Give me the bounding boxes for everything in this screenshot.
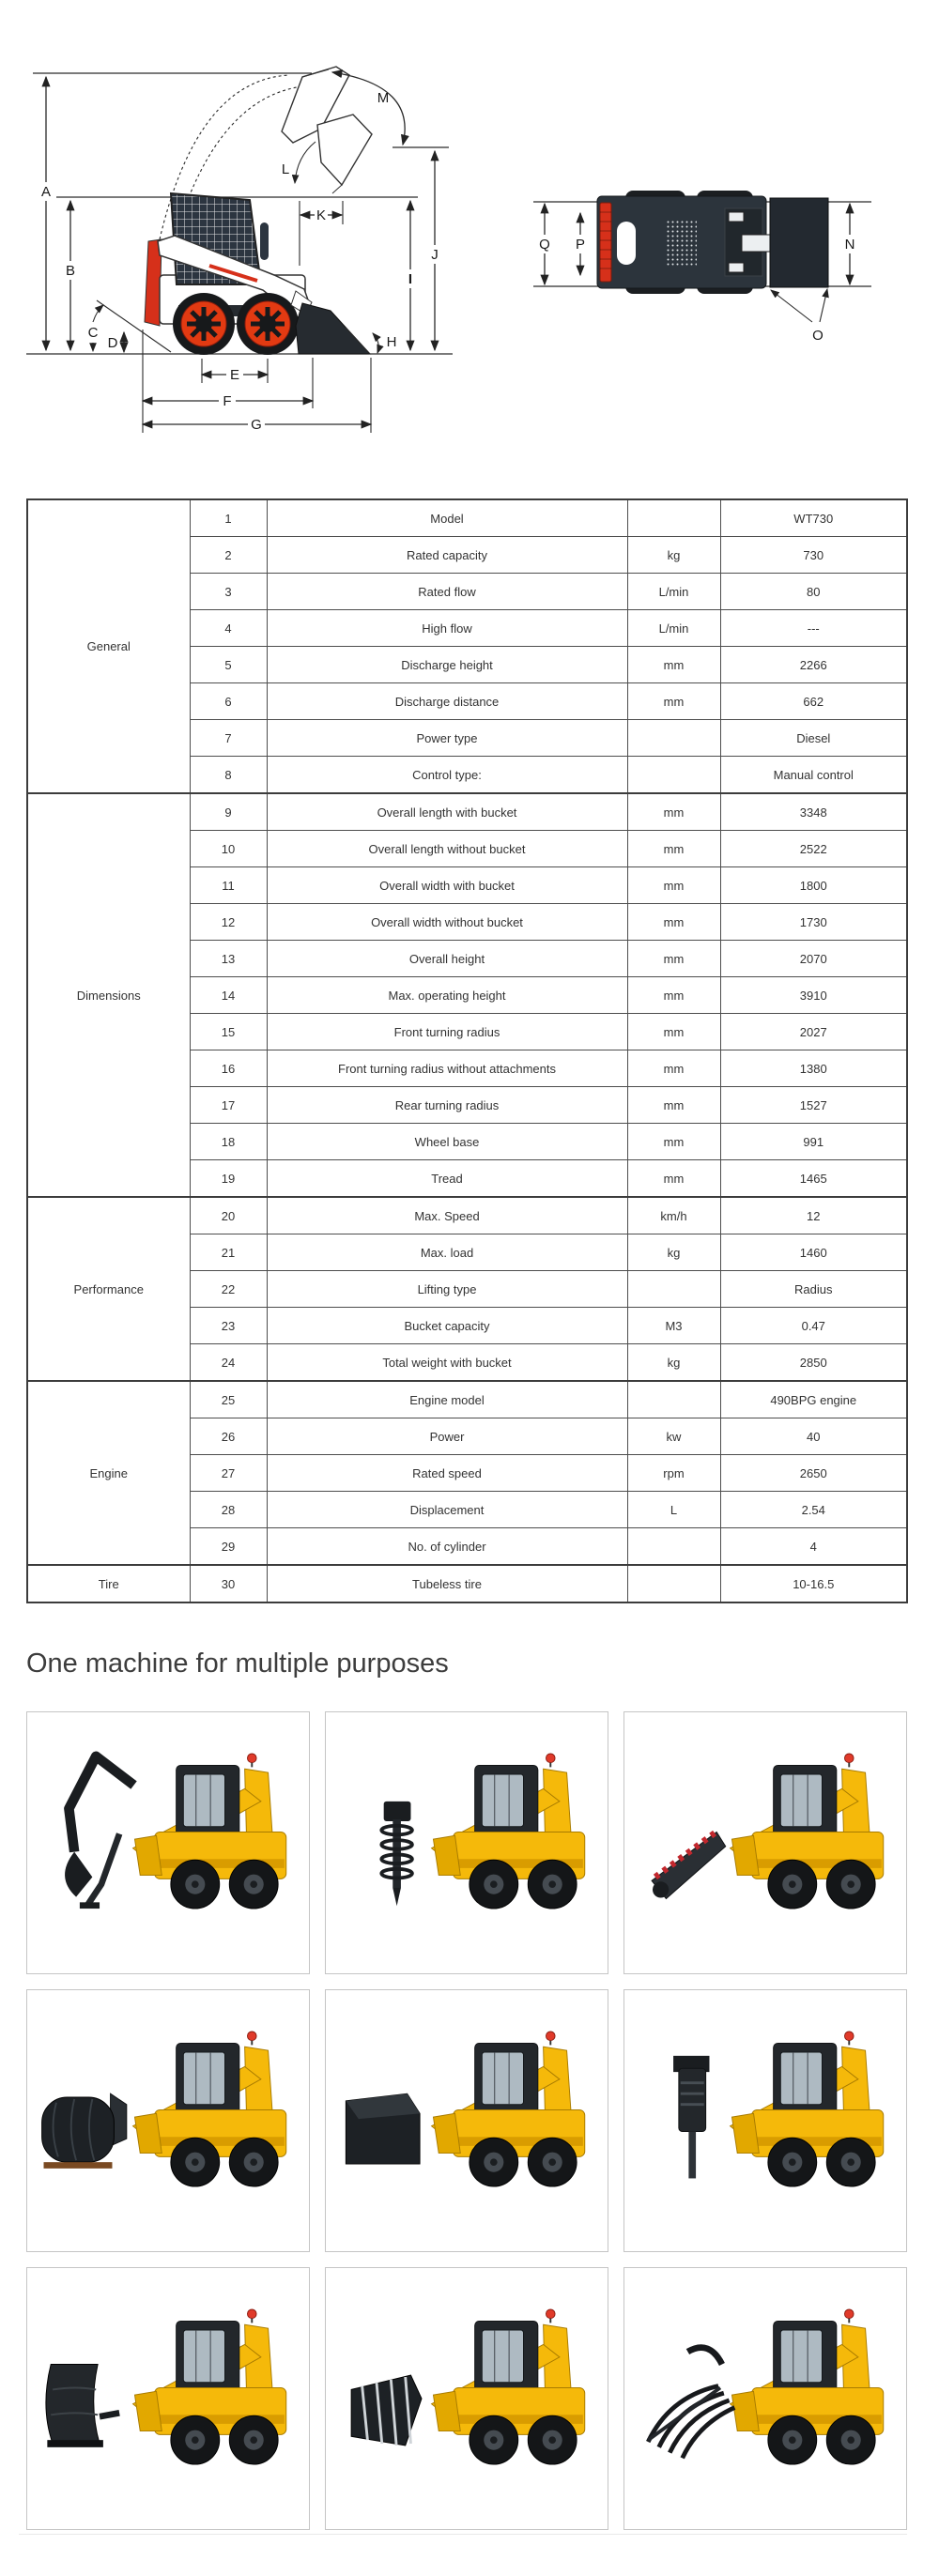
gallery-item-skeleton-bucket [325, 2267, 608, 2530]
value-label: 3910 [720, 977, 907, 1014]
value-label: 1380 [720, 1050, 907, 1087]
bucket-attachment-image [331, 1996, 602, 2246]
row-number: 5 [190, 647, 267, 683]
value-label: Diesel [720, 720, 907, 757]
unit-label: mm [627, 1014, 720, 1050]
unit-label [627, 1271, 720, 1308]
row-number: 6 [190, 683, 267, 720]
item-label: Overall length with bucket [267, 793, 627, 831]
unit-label: mm [627, 1087, 720, 1124]
row-number: 1 [190, 499, 267, 537]
wheel [173, 293, 235, 355]
row-number: 13 [190, 941, 267, 977]
value-label: 12 [720, 1197, 907, 1234]
item-label: Control type: [267, 757, 627, 794]
value-label: 2266 [720, 647, 907, 683]
dim-label-O: O [812, 328, 824, 344]
auger-attachment-image [331, 1718, 602, 1968]
spec-table [26, 498, 908, 1603]
item-label: Rated speed [267, 1455, 627, 1492]
value-label: 1800 [720, 867, 907, 904]
dim-label-B: B [65, 263, 76, 279]
item-label: Power type [267, 720, 627, 757]
item-label: Total weight with bucket [267, 1344, 627, 1382]
item-label: Tubeless tire [267, 1565, 627, 1602]
dim-label-D: D [107, 335, 118, 351]
value-label: 1527 [720, 1087, 907, 1124]
unit-label: mm [627, 1050, 720, 1087]
unit-label: mm [627, 1124, 720, 1160]
unit-label: mm [627, 793, 720, 831]
item-label: Rated flow [267, 574, 627, 610]
category-cell: Tire [27, 1565, 190, 1602]
item-label: No. of cylinder [267, 1528, 627, 1566]
unit-label [627, 757, 720, 794]
row-number: 11 [190, 867, 267, 904]
item-label: Max. load [267, 1234, 627, 1271]
value-label: 2070 [720, 941, 907, 977]
dim-label-F: F [223, 393, 232, 409]
table-row [27, 793, 907, 831]
row-number: 20 [190, 1197, 267, 1234]
category-cell: Engine [27, 1381, 190, 1565]
dim-label-A: A [40, 184, 52, 200]
row-number: 21 [190, 1234, 267, 1271]
value-label: 1460 [720, 1234, 907, 1271]
row-number: 14 [190, 977, 267, 1014]
gallery-item-grapple [623, 2267, 907, 2530]
value-label: 1465 [720, 1160, 907, 1198]
unit-label: rpm [627, 1455, 720, 1492]
item-label: Front turning radius without attachments [267, 1050, 627, 1087]
row-number: 4 [190, 610, 267, 647]
item-label: Overall width without bucket [267, 904, 627, 941]
dim-label-H: H [386, 334, 397, 350]
value-label: WT730 [720, 499, 907, 537]
unit-label: mm [627, 683, 720, 720]
unit-label: mm [627, 941, 720, 977]
item-label: High flow [267, 610, 627, 647]
value-label: Radius [720, 1271, 907, 1308]
unit-label: L/min [627, 610, 720, 647]
gallery-item-auger [325, 1711, 608, 1974]
value-label: 3348 [720, 793, 907, 831]
table-row [27, 1565, 907, 1602]
unit-label: mm [627, 647, 720, 683]
value-label: 4 [720, 1528, 907, 1566]
dim-label-L: L [281, 161, 290, 177]
unit-label: mm [627, 904, 720, 941]
item-label: Discharge distance [267, 683, 627, 720]
row-number: 19 [190, 1160, 267, 1198]
dim-label-G: G [251, 417, 262, 433]
unit-label: L/min [627, 574, 720, 610]
value-label: 0.47 [720, 1308, 907, 1344]
dim-label-C: C [87, 325, 99, 341]
row-number: 15 [190, 1014, 267, 1050]
row-number: 7 [190, 720, 267, 757]
trencher-attachment-image [630, 1718, 901, 1968]
value-label: Manual control [720, 757, 907, 794]
item-label: Rated capacity [267, 537, 627, 574]
gallery-grid [26, 1711, 907, 2530]
value-label: 2.54 [720, 1492, 907, 1528]
value-label: 2027 [720, 1014, 907, 1050]
dim-label-M: M [377, 90, 390, 106]
unit-label: mm [627, 831, 720, 867]
unit-label: mm [627, 977, 720, 1014]
value-label: 2522 [720, 831, 907, 867]
value-label: 730 [720, 537, 907, 574]
gallery-item-trencher [623, 1711, 907, 1974]
unit-label [627, 1381, 720, 1418]
unit-label [627, 1565, 720, 1602]
backhoe-attachment-image [33, 1718, 303, 1968]
wheel [237, 293, 299, 355]
unit-label: km/h [627, 1197, 720, 1234]
item-label: Displacement [267, 1492, 627, 1528]
table-row [27, 1381, 907, 1418]
row-number: 2 [190, 537, 267, 574]
row-number: 9 [190, 793, 267, 831]
section-heading: One machine for multiple purposes [26, 1648, 449, 1679]
skid-steer-side-view [145, 193, 370, 355]
row-number: 26 [190, 1418, 267, 1455]
item-label: Engine model [267, 1381, 627, 1418]
row-number: 12 [190, 904, 267, 941]
gallery-item-bucket [325, 1989, 608, 2252]
category-cell: General [27, 499, 190, 793]
gallery-item-dozer-blade [26, 2267, 310, 2530]
unit-label: mm [627, 1160, 720, 1198]
table-row [27, 1197, 907, 1234]
item-label: Bucket capacity [267, 1308, 627, 1344]
value-label: 1730 [720, 904, 907, 941]
item-label: Power [267, 1418, 627, 1455]
value-label: 490BPG engine [720, 1381, 907, 1418]
row-number: 3 [190, 574, 267, 610]
sweeper-attachment-image [33, 1996, 303, 2246]
row-number: 30 [190, 1565, 267, 1602]
skid-steer-top-view [597, 191, 828, 294]
item-label: Max. operating height [267, 977, 627, 1014]
item-label: Discharge height [267, 647, 627, 683]
row-number: 10 [190, 831, 267, 867]
item-label: Rear turning radius [267, 1087, 627, 1124]
value-label: 991 [720, 1124, 907, 1160]
spec-table-body [27, 499, 907, 1602]
value-label: 2650 [720, 1455, 907, 1492]
dim-label-P: P [575, 237, 586, 253]
item-label: Overall height [267, 941, 627, 977]
breaker-attachment-image [630, 1996, 901, 2246]
item-label: Max. Speed [267, 1197, 627, 1234]
row-number: 16 [190, 1050, 267, 1087]
item-label: Model [267, 499, 627, 537]
value-label: 2850 [720, 1344, 907, 1382]
value-label: 80 [720, 574, 907, 610]
row-number: 24 [190, 1344, 267, 1382]
row-number: 17 [190, 1087, 267, 1124]
dim-label-E: E [229, 367, 240, 383]
unit-label: L [627, 1492, 720, 1528]
grapple-attachment-image [630, 2274, 901, 2523]
unit-label: kg [627, 1344, 720, 1382]
gallery-item-sweeper [26, 1989, 310, 2252]
gallery-item-backhoe [26, 1711, 310, 1974]
value-label: 40 [720, 1418, 907, 1455]
side-view-diagram [19, 23, 460, 460]
row-number: 27 [190, 1455, 267, 1492]
row-number: 8 [190, 757, 267, 794]
item-label: Overall width with bucket [267, 867, 627, 904]
unit-label: mm [627, 867, 720, 904]
row-number: 29 [190, 1528, 267, 1566]
value-label: 662 [720, 683, 907, 720]
dim-label-J: J [431, 247, 439, 263]
dim-label-I: I [408, 271, 413, 287]
row-number: 28 [190, 1492, 267, 1528]
dim-label-N: N [844, 237, 855, 253]
unit-label [627, 1528, 720, 1566]
unit-label [627, 720, 720, 757]
value-label: --- [720, 610, 907, 647]
raised-bucket-outline [282, 67, 372, 193]
row-number: 25 [190, 1381, 267, 1418]
bottom-divider [19, 2534, 907, 2535]
unit-label: kg [627, 1234, 720, 1271]
unit-label: kw [627, 1418, 720, 1455]
unit-label: kg [627, 537, 720, 574]
category-cell: Performance [27, 1197, 190, 1381]
row-number: 18 [190, 1124, 267, 1160]
row-number: 23 [190, 1308, 267, 1344]
item-label: Wheel base [267, 1124, 627, 1160]
row-number: 22 [190, 1271, 267, 1308]
item-label: Lifting type [267, 1271, 627, 1308]
value-label: 10-16.5 [720, 1565, 907, 1602]
bucket-top-view [770, 198, 828, 287]
dim-label-Q: Q [539, 237, 550, 253]
dozer-blade-attachment-image [33, 2274, 303, 2523]
unit-label [627, 499, 720, 537]
category-cell: Dimensions [27, 793, 190, 1197]
item-label: Tread [267, 1160, 627, 1198]
dim-label-K: K [316, 207, 327, 223]
unit-label: M3 [627, 1308, 720, 1344]
skeleton-bucket-attachment-image [331, 2274, 602, 2523]
table-row [27, 499, 907, 537]
top-view-diagram [507, 94, 901, 376]
gallery-item-breaker [623, 1989, 907, 2252]
item-label: Overall length without bucket [267, 831, 627, 867]
item-label: Front turning radius [267, 1014, 627, 1050]
